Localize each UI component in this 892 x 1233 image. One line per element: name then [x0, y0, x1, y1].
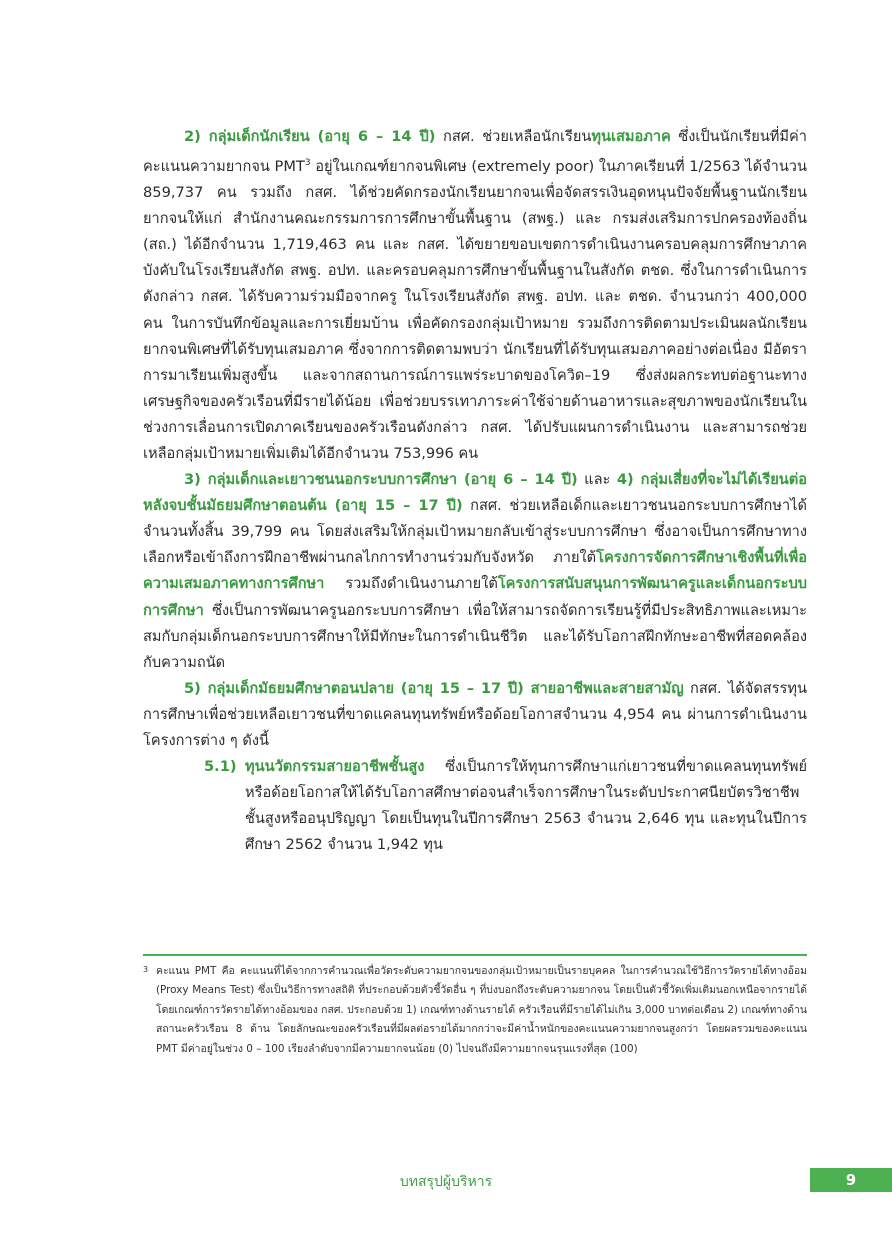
text: ซึ่งเป็นการพัฒนาครูนอกระบบการศึกษา เพื่อให้สามารถจัดการเรียนรู้ที่มีประสิทธิภาพและเหมาะสมกับกลุ่มเด็กนอกระบบการศึกษาให้มีทักษะในการดำเนินชีวิต และได้รับโอกาสฝึกทักษะอาชีพที่สอดคล้องกับความถนัด: [143, 601, 807, 671]
subitem-text: [245, 754, 807, 858]
main-content: [143, 124, 807, 858]
footnote-divider: [143, 954, 807, 956]
page-number: 9: [810, 1168, 892, 1192]
text: อยู่ในเกณฑ์ยากจนพิเศษ (extremely poor) ในภาคเรียนที่ 1/2563 ได้จำนวน 859,737 คน รวมถึง กสศ. ได้ช่วยคัดกรองนักเรียนยากจนเพื่อจัดสรรเงินอุดหนุนปัจจัยพื้นฐานนักเรียนยากจนให้แก่ สำนักงานคณะกรรมการการศึกษาขั้นพื้นฐาน (สพฐ.) และ กรมส่งเสริมการปกครองท้องถิ่น (สถ.) ได้อีกจำนวน 1,719,463 คน และ กสศ. ได้ขยายขอบเขตการดำเนินงานครอบคลุมการศึกษาภาคบังคับในโรงเรียนสังกัด สพฐ. อปท. และครอบคลุมการศึกษาขั้นพื้นฐานในสังกัด ตชด. ซึ่งในการดำเนินการดังกล่าว กสศ. ได้รับความร่วมมือจากครู ในโรงเรียนสังกัด สพฐ. อปท. และ ตชด. จำนวนกว่า 400,000 คน ในการบันทึกข้อมูลและการเยี่ยมบ้าน เพื่อคัดกรองกลุ่มเป้าหมาย รวมถึงการติดตามประเมินผลนักเรียนยากจนพิเศษที่ได้รับทุนเสมอภาค ซึ่งจากการติดตามพบว่า นักเรียนที่ได้รับทุนเสมอภาคอย่างต่อเนื่อง มีอัตราการมาเรียนเพิ่มสูงขึ้น และจากสถานการณ์การแพร่ระบาดของโควิด–19 ซึ่งส่งผลกระทบต่อฐานะทางเศรษฐกิจของครัวเรือนที่มีรายได้น้อย เพื่อช่วยบรรเทาภาระค่าใช้จ่ายด้านอาหารและสุขภาพของนักเรียนในช่วงการเลื่อนการเปิดภาคเรียนของครัวเรือนดังกล่าว กสศ. ได้ปรับแผนการดำเนินงาน และสามารถช่วยเหลือกลุ่มเป้าหมายเพิ่มเติมได้อีกจำนวน 753,996 คน: [143, 157, 807, 462]
text: ซึ่งเป็นนักเรียนที่มีค่าคะแนนความยากจน PMT: [143, 128, 807, 175]
text: และ: [577, 471, 617, 489]
highlight-teacher-project: โครงการสนับสนุนการพัฒนาครูและเด็กนอกระบบการศึกษา: [143, 575, 807, 619]
footnote-ref[interactable]: 3: [304, 158, 311, 169]
subitem-number: 5.1): [204, 758, 237, 776]
heading-upper-secondary-group: 5) กลุ่มเด็กมัธยมศึกษาตอนปลาย (อายุ 15 – 17 ปี) สายอาชีพและสายสามัญ: [184, 679, 684, 697]
text: กสศ. ช่วยเหลือเด็กและเยาวชนนอกระบบการศึกษาได้จำนวนทั้งสิ้น 39,799 คน โดยส่งเสริมให้กลุ่มเป้าหมายกลับเข้าสู่ระบบการศึกษา ซึ่งอาจเป็นการศึกษาทางเลือกหรือเข้าถึงการฝึกอาชีพผ่านกลไกการทำงานร่วมกับจังหวัด ภายใต้: [143, 497, 807, 567]
footer-section-title: บทสรุปผู้บริหาร: [399, 1174, 493, 1190]
paragraph-out-of-school: [143, 467, 807, 676]
footnote: [143, 962, 807, 1059]
text: ซึ่งเป็นการให้ทุนการศึกษาแก่เยาวชนที่ขาดแคลนทุนทรัพย์หรือด้อยโอกาสให้ได้รับโอกาสศึกษาต่อจนสำเร็จการศึกษาในระดับประกาศนียบัตรวิชาชีพชั้นสูงหรืออนุปริญญา โดยเป็นทุนในปีการศึกษา 2563 จำนวน 2,646 ทุน และทุนในปีการศึกษา 2562 จำนวน 1,942 ทุน: [245, 758, 807, 854]
text: กสศ. ได้จัดสรรทุนการศึกษาเพื่อช่วยเหลือเยาวชนที่ขาดแคลนทุนทรัพย์หรือด้อยโอกาสจำนวน 4,954 คน ผ่านการดำเนินงานโครงการต่าง ๆ ดังนี้: [143, 679, 807, 750]
highlight-area-project: โครงการจัดการศึกษาเชิงพื้นที่เพื่อความเสมอภาคทางการศึกษา: [143, 549, 807, 593]
text: รวมถึงดำเนินงานภายใต้: [324, 575, 498, 593]
heading-out-of-school-group: 3) กลุ่มเด็กและเยาวชนนอกระบบการศึกษา (อายุ 6 – 14 ปี): [184, 471, 578, 489]
heading-at-risk-group: 4) กลุ่มเสี่ยงที่จะไม่ได้เรียนต่อหลังจบชั้นมัธยมศึกษาตอนต้น (อายุ 15 – 17 ปี): [143, 471, 807, 515]
footnote-text: คะแนน PMT คือ คะแนนที่ได้จากการคำนวณเพื่อวัดระดับความยากจนของกลุ่มเป้าหมายเป็นรายบุคคล ในการคำนวณใช้วิธีการวัดรายได้ทางอ้อม (Proxy Means Test) ซึ่งเป็นวิธีการทางสถิติ ที่ประกอบด้วยตัวชี้วัดอื่น ๆ ที่บ่งบอกถึงระดับความยากจน โดยเป็นตัวชี้วัดเพิ่มเติมนอกเหนือจากรายได้ โดยเกณฑ์การวัดรายได้ทางอ้อมของ กสศ. ประกอบด้วย 1) เกณฑ์ทางด้านรายได้ ครัวเรือนที่มีรายได้ไม่เกิน 3,000 บาทต่อเดือน 2) เกณฑ์ทางด้านสถานะครัวเรือน 8 ด้าน โดยลักษณะของครัวเรือนที่มีผลต่อรายได้มากกว่าจะมีค่าน้ำหนักของคะแนนความยากจนสูงกว่า โดยผลรวมของคะแนน PMT มีค่าอยู่ในช่วง 0 – 100 เรียงลำดับจากมีความยากจนน้อย (0) ไปจนถึงมีความยากจนรุนแรงที่สุด (100): [156, 965, 807, 1055]
paragraph-upper-secondary: [143, 676, 807, 754]
footnote-mark: 3: [143, 965, 149, 974]
text: กสศ. ช่วยเหลือนักเรียน: [435, 128, 592, 145]
subitem-heading: ทุนนวัตกรรมสายอาชีพชั้นสูง: [245, 758, 425, 776]
heading-student-group: 2) กลุ่มเด็กนักเรียน (อายุ 6 – 14 ปี): [184, 128, 436, 145]
highlight-equity-fund: ทุนเสมอภาค: [591, 128, 671, 145]
paragraph-students: [143, 124, 807, 467]
subitem-5-1: [204, 754, 807, 858]
